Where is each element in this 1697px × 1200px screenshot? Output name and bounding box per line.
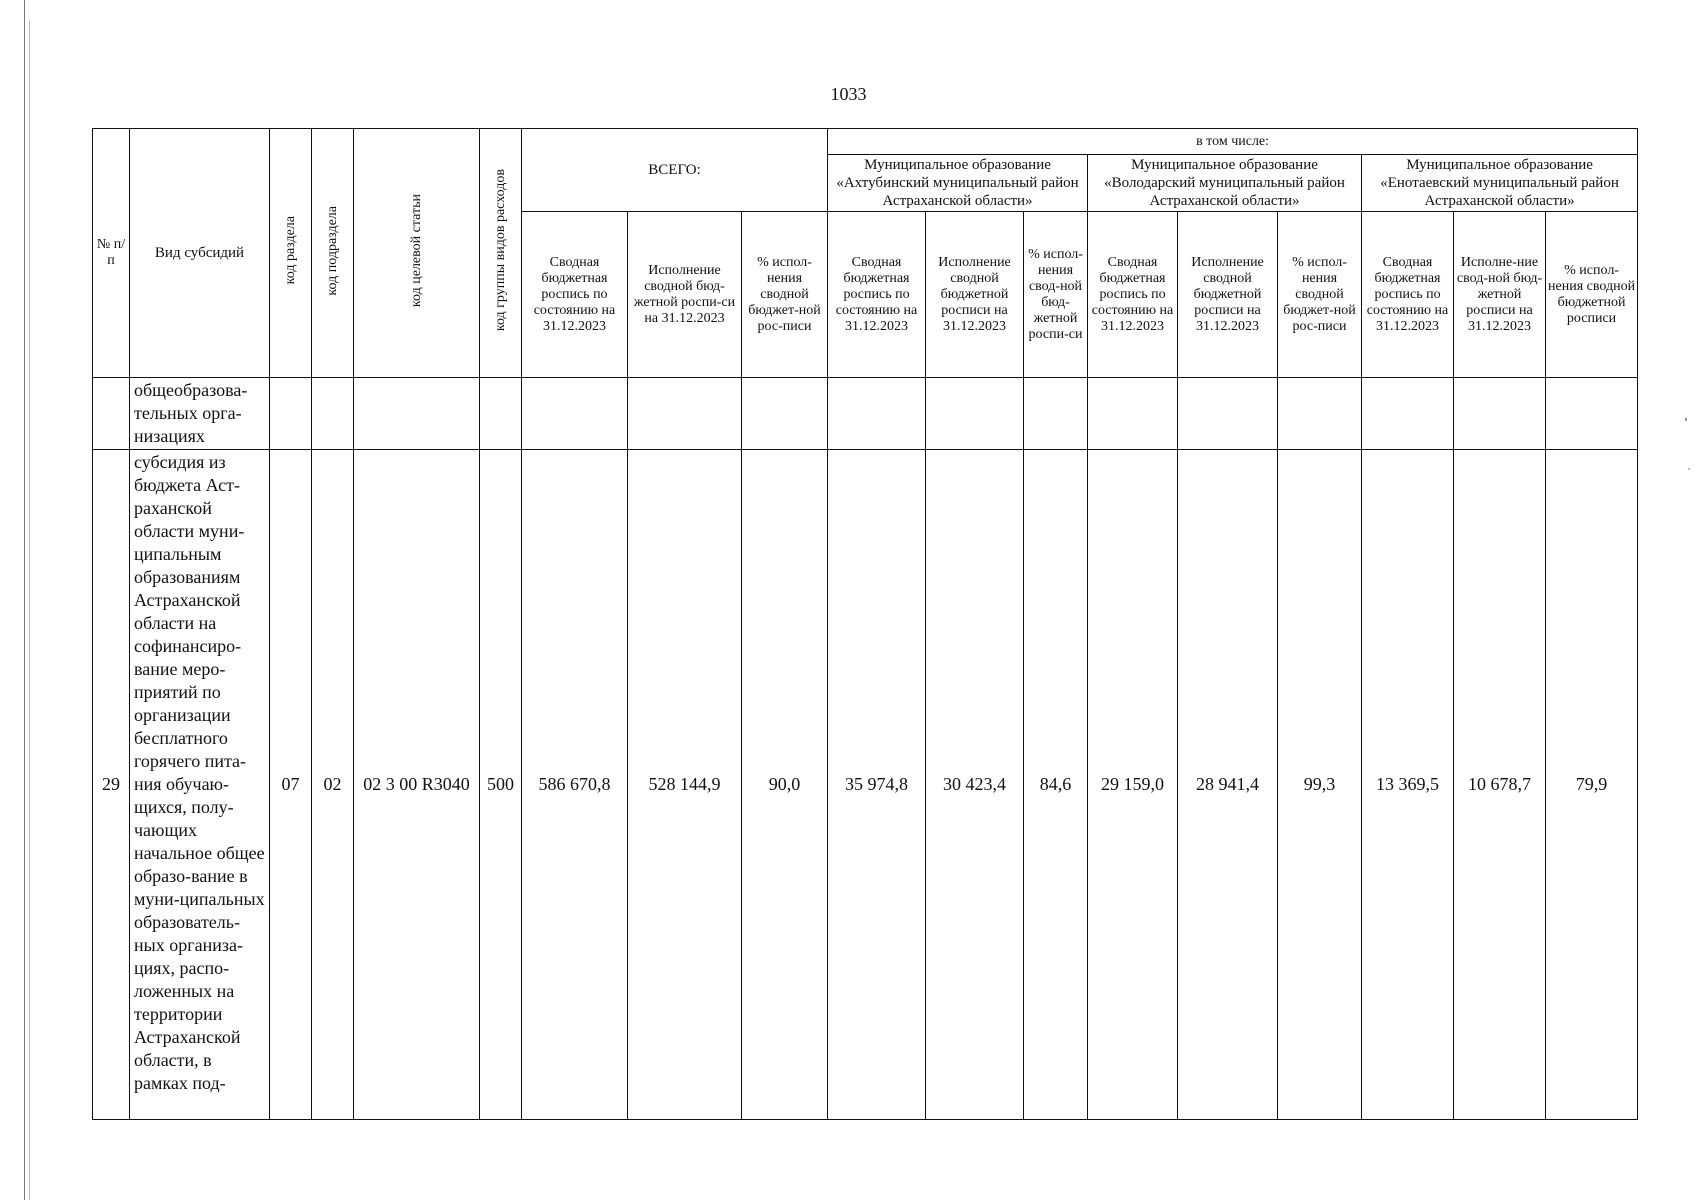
- cell-value: 90,0: [742, 450, 828, 1120]
- cell-kod-podrazdela: 02: [312, 450, 354, 1120]
- cell-empty: [628, 378, 742, 450]
- subheader-cell: % испол-нения сводной бюджет-ной рос-писи: [1278, 212, 1362, 378]
- header-kod-celevoy: код целевой статьи: [409, 193, 424, 308]
- subheader-cell: Исполнение сводной бюд-жетной роспи-си на 31.12.2023: [628, 212, 742, 378]
- cell-value: 13 369,5: [1362, 450, 1454, 1120]
- cell-empty: [1088, 378, 1178, 450]
- header-v-tom-chisle: в том числе:: [828, 129, 1638, 155]
- header-kod-gruppy: код группы видов расходов: [493, 169, 508, 332]
- cell-value: 29 159,0: [1088, 450, 1178, 1120]
- subheader-cell: Сводная бюджетная роспись по состоянию на 31.12.2023: [828, 212, 926, 378]
- header-mo-enotaevsky: Муниципальное образование «Енотаевский муниципальный район Астраханской области»: [1362, 155, 1638, 212]
- subheader-cell: Сводная бюджетная роспись по состоянию на 31.12.2023: [1088, 212, 1178, 378]
- scan-speck: [1685, 418, 1687, 421]
- cell-vid-continuation: общеобразова-тельных орга-низациях: [130, 378, 270, 450]
- header-kod-razdela: код раздела: [283, 216, 298, 285]
- subheader-cell: % испол-нения свод-ной бюд-жетной роспи-си: [1024, 212, 1088, 378]
- cell-empty: [1024, 378, 1088, 450]
- page-number: 1033: [830, 84, 867, 104]
- header-kod-gruppy-cell: [480, 129, 522, 378]
- cell-empty: [926, 378, 1024, 450]
- cell-kod-celevoy: 02 3 00 R3040: [354, 450, 480, 1120]
- header-kod-razdela-cell: [270, 129, 312, 378]
- cell-value: 84,6: [1024, 450, 1088, 1120]
- header-mo-akhtubinsky: Муниципальное образование «Ахтубинский муниципальный район Астраханской области»: [828, 155, 1088, 212]
- cell-value: 528 144,9: [628, 450, 742, 1120]
- scan-margin-line: [24, 0, 25, 1200]
- table-row: [93, 450, 1638, 1120]
- cell-empty: [828, 378, 926, 450]
- table-row: [93, 378, 1638, 450]
- subheader-cell: Исполне-ние свод-ной бюд-жетной росписи на 31.12.2023: [1454, 212, 1546, 378]
- header-num: № п/п: [93, 129, 130, 378]
- header-vsego: ВСЕГО:: [522, 129, 828, 212]
- cell-empty: [312, 378, 354, 450]
- subheader-cell: Сводная бюджетная роспись по состоянию на 31.12.2023: [522, 212, 628, 378]
- cell-value: 79,9: [1546, 450, 1638, 1120]
- cell-kod-gruppy: 500: [480, 450, 522, 1120]
- cell-empty: [1546, 378, 1638, 450]
- header-kod-podrazdela: код подраздела: [325, 205, 340, 296]
- scan-margin-line: [29, 20, 30, 1200]
- cell-empty: [354, 378, 480, 450]
- scan-speck: [1688, 468, 1690, 470]
- subheader-cell: % испол-нения сводной бюджетной росписи: [1546, 212, 1638, 378]
- cell-value: 30 423,4: [926, 450, 1024, 1120]
- header-mo-volodarsky: Муниципальное образование «Володарский муниципальный район Астраханской области»: [1088, 155, 1362, 212]
- cell-empty: [522, 378, 628, 450]
- cell-empty: [742, 378, 828, 450]
- cell-empty: [1362, 378, 1454, 450]
- subheader-cell: Исполнение сводной бюджетной росписи на 31.12.2023: [1178, 212, 1278, 378]
- header-kod-celevoy-cell: [354, 129, 480, 378]
- cell-value: 586 670,8: [522, 450, 628, 1120]
- cell-empty: [480, 378, 522, 450]
- cell-value: 35 974,8: [828, 450, 926, 1120]
- cell-num: 29: [93, 450, 130, 1120]
- subheader-cell: Исполнение сводной бюджетной росписи на 31.12.2023: [926, 212, 1024, 378]
- subheader-cell: % испол-нения сводной бюджет-ной рос-писи: [742, 212, 828, 378]
- header-vid: Вид субсидий: [130, 129, 270, 378]
- subheader-cell: Сводная бюджетная роспись по состоянию на 31.12.2023: [1362, 212, 1454, 378]
- cell-empty: [270, 378, 312, 450]
- cell-vid: субсидия из бюджета Аст-раханской области муни-ципальным образованиям Астраханской области на софинансиро-вание меро-приятий по организации бесплатного горячего пита-ния обучаю-щихся, полу-чающих начальное общее образо-вание в муни-ципальных образователь-ных организа-циях, распо-ложенных на территории Астраханской области, в рамках под-: [130, 450, 270, 1120]
- cell-empty: [1278, 378, 1362, 450]
- header-row-1: [93, 129, 1638, 155]
- header-kod-podrazdela-cell: [312, 129, 354, 378]
- cell-value: 28 941,4: [1178, 450, 1278, 1120]
- cell-value: 10 678,7: [1454, 450, 1546, 1120]
- cell-empty: [93, 378, 130, 450]
- cell-value: 99,3: [1278, 450, 1362, 1120]
- cell-empty: [1454, 378, 1546, 450]
- cell-kod-razdela: 07: [270, 450, 312, 1120]
- budget-table: [92, 128, 1638, 1120]
- cell-empty: [1178, 378, 1278, 450]
